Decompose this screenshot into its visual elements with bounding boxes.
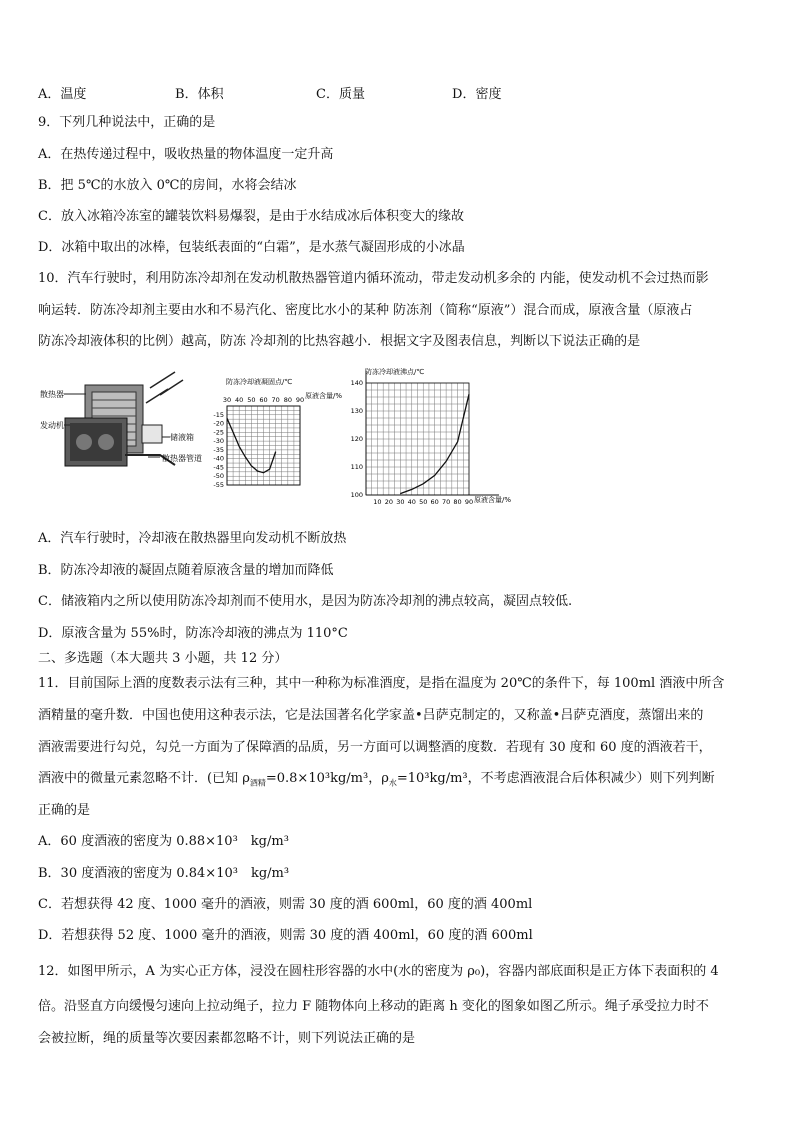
q11-option-b: B．30 度酒液的密度为 0.84×10³ kg/m³ [38, 866, 290, 881]
option-b-top: B．体积 [175, 87, 224, 102]
q11-stem-line1: 11．目前国际上酒的度数表示法有三种，其中一种称为标准酒度，是指在温度为 20℃的条件下，每 100ml 酒液中所含 [38, 676, 725, 691]
chart1-y-tick: -15 [213, 410, 224, 419]
chart2-x-tick: 60 [430, 498, 439, 506]
chart1-x-tick: 50 [247, 396, 256, 404]
q10-stem-line2: 响运转．防冻冷却剂主要由水和不易汽化、密度比水小的某种 防冻剂（简称“原液”）混合而成，原液含量（原液占 [38, 303, 693, 318]
freezing-point-chart [213, 377, 342, 489]
chart2-x-tick: 80 [453, 498, 462, 506]
chart2-x-tick: 70 [441, 498, 451, 506]
q9-option-b: B．把 5℃的水放入 0℃的房间，水将会结冰 [38, 178, 297, 193]
q12-stem-line1: 12．如图甲所示，A 为实心正方体，浸没在圆柱形容器的水中(水的密度为 ρ₀)，容器内部底面积是正方体下表面积的 4 [38, 964, 719, 979]
chart2-y-tick: 120 [350, 435, 363, 443]
section-heading: 二、多选题（本大题共 3 小题，共 12 分） [38, 651, 288, 666]
chart1-y-tick: -55 [213, 481, 224, 489]
chart1-x-tick: 60 [259, 396, 268, 404]
chart2-y-tick: 110 [350, 463, 363, 471]
chart1-y-tick: -30 [213, 437, 224, 446]
chart2-y-tick: 130 [350, 407, 363, 415]
q11-stem-line3: 酒液需要进行勾兑，勾兑一方面为了保障酒的品质，另一方面可以调整酒的度数．若现有 30 度和 60 度的酒液若干， [38, 740, 712, 755]
chart2-x-tick: 30 [396, 498, 405, 506]
chart2-x-tick: 10 [373, 498, 382, 506]
chart1-x-tick: 70 [271, 396, 280, 404]
q9-option-d: D．冰箱中取出的冰棒，包装纸表面的“白霜”，是水蒸气凝固形成的小冰晶 [38, 240, 465, 255]
chart1-title: 防冻冷却液凝固点/℃ [226, 378, 293, 386]
label-tank: 储液箱 [170, 433, 194, 442]
q11-option-a: A．60 度酒液的密度为 0.88×10³ kg/m³ [38, 834, 289, 849]
q10-option-a: A．汽车行驶时，冷却液在散热器里向发动机不断放热 [38, 531, 347, 546]
option-c-top: C．质量 [316, 87, 365, 102]
q11-option-d: D．若想获得 52 度、1000 毫升的酒液，则需 30 度的酒 400ml，60 度的酒 600ml [38, 928, 533, 943]
q9-stem: 9．下列几种说法中，正确的是 [38, 115, 216, 130]
q10-option-b: B．防冻冷却液的凝固点随着原液含量的增加而降低 [38, 563, 334, 578]
q9-option-a: A．在热传递过程中，吸收热量的物体温度一定升高 [38, 147, 334, 162]
q12-stem-line3: 会被拉断，绳的质量等次要因素都忽略不计，则下列说法正确的是 [38, 1031, 416, 1046]
chart1-x-tick: 90 [295, 396, 305, 404]
chart1-x-tick: 30 [222, 396, 232, 404]
q10-stem-line1: 10．汽车行驶时，利用防冻冷却剂在发动机散热器管道内循环流动，带走发动机多余的 内能，使发动机不会过热而影 [38, 271, 709, 286]
chart1-xlabel: 原液含量/% [305, 392, 343, 400]
chart2-x-tick: 50 [419, 498, 428, 506]
q9-option-c: C．放入冰箱冷冻室的罐装饮料易爆裂，是由于水结成冰后体积变大的缘故 [38, 209, 464, 224]
q11-stem-line4: 酒液中的微量元素忽略不计．(已知 $\rho_{酒精}=0.8\times 10^3kg/m^3$，$\rho_水=10^3kg/m^3$，不考虑酒液混合后体积减少）则下列判断 [38, 771, 715, 788]
chart2-x-tick: 20 [384, 498, 394, 506]
chart1-y-tick: -35 [213, 445, 224, 454]
chart2-y-tick: 140 [350, 379, 363, 387]
q11-stem-line2: 酒精量的毫升数．中国也使用这种表示法，它是法国著名化学家盖•吕萨克制定的，又称盖•吕萨克酒度，蒸馏出来的 [38, 708, 704, 723]
q11-option-c: C．若想获得 42 度、1000 毫升的酒液，则需 30 度的酒 600ml，60 度的酒 400ml [38, 897, 533, 912]
chart2-title: 防冻冷却液沸点/℃ [365, 368, 425, 376]
chart1-y-tick: -50 [213, 472, 224, 481]
chart1-y-tick: -40 [213, 454, 224, 463]
boiling-point-chart [351, 367, 512, 506]
chart2-xlabel: 原液含量/% [474, 496, 512, 504]
q12-stem-line2: 倍。沿竖直方向缓慢匀速向上拉动绳子，拉力 F 随物体向上移动的距离 h 变化的图象如图乙所示。绳子承受拉力时不 [38, 999, 709, 1014]
label-engine: 发动机 [40, 421, 64, 430]
label-radiator: 散热器 [40, 390, 64, 399]
engine-radiator-illustration [40, 372, 202, 466]
chart2-x-tick: 40 [407, 498, 416, 506]
chart2-y-tick: 100 [350, 491, 363, 499]
q10-option-d: D．原液含量为 55%时，防冻冷却液的沸点为 110°C [38, 626, 348, 641]
chart1-y-tick: -20 [213, 419, 224, 428]
label-pipe: 散热器管道 [162, 454, 202, 463]
option-d-top: D．密度 [452, 87, 502, 102]
chart2-x-tick: 90 [464, 498, 474, 506]
chart1-x-tick: 40 [235, 396, 244, 404]
q10-option-c: C．储液箱内之所以使用防冻冷却剂而不使用水，是因为防冻冷却剂的沸点较高，凝固点较低. [38, 594, 573, 609]
chart1-y-tick: -25 [213, 428, 224, 437]
chart1-y-tick: -45 [213, 463, 224, 472]
option-a-top: A．温度 [38, 87, 87, 102]
chart1-x-tick: 80 [283, 396, 292, 404]
q11-stem-line5: 正确的是 [38, 803, 91, 818]
q10-stem-line3: 防冻冷却液体积的比例）越高，防冻 冷却剂的比热容越小．根据文字及图表信息，判断以下说法正确的是 [38, 334, 641, 349]
